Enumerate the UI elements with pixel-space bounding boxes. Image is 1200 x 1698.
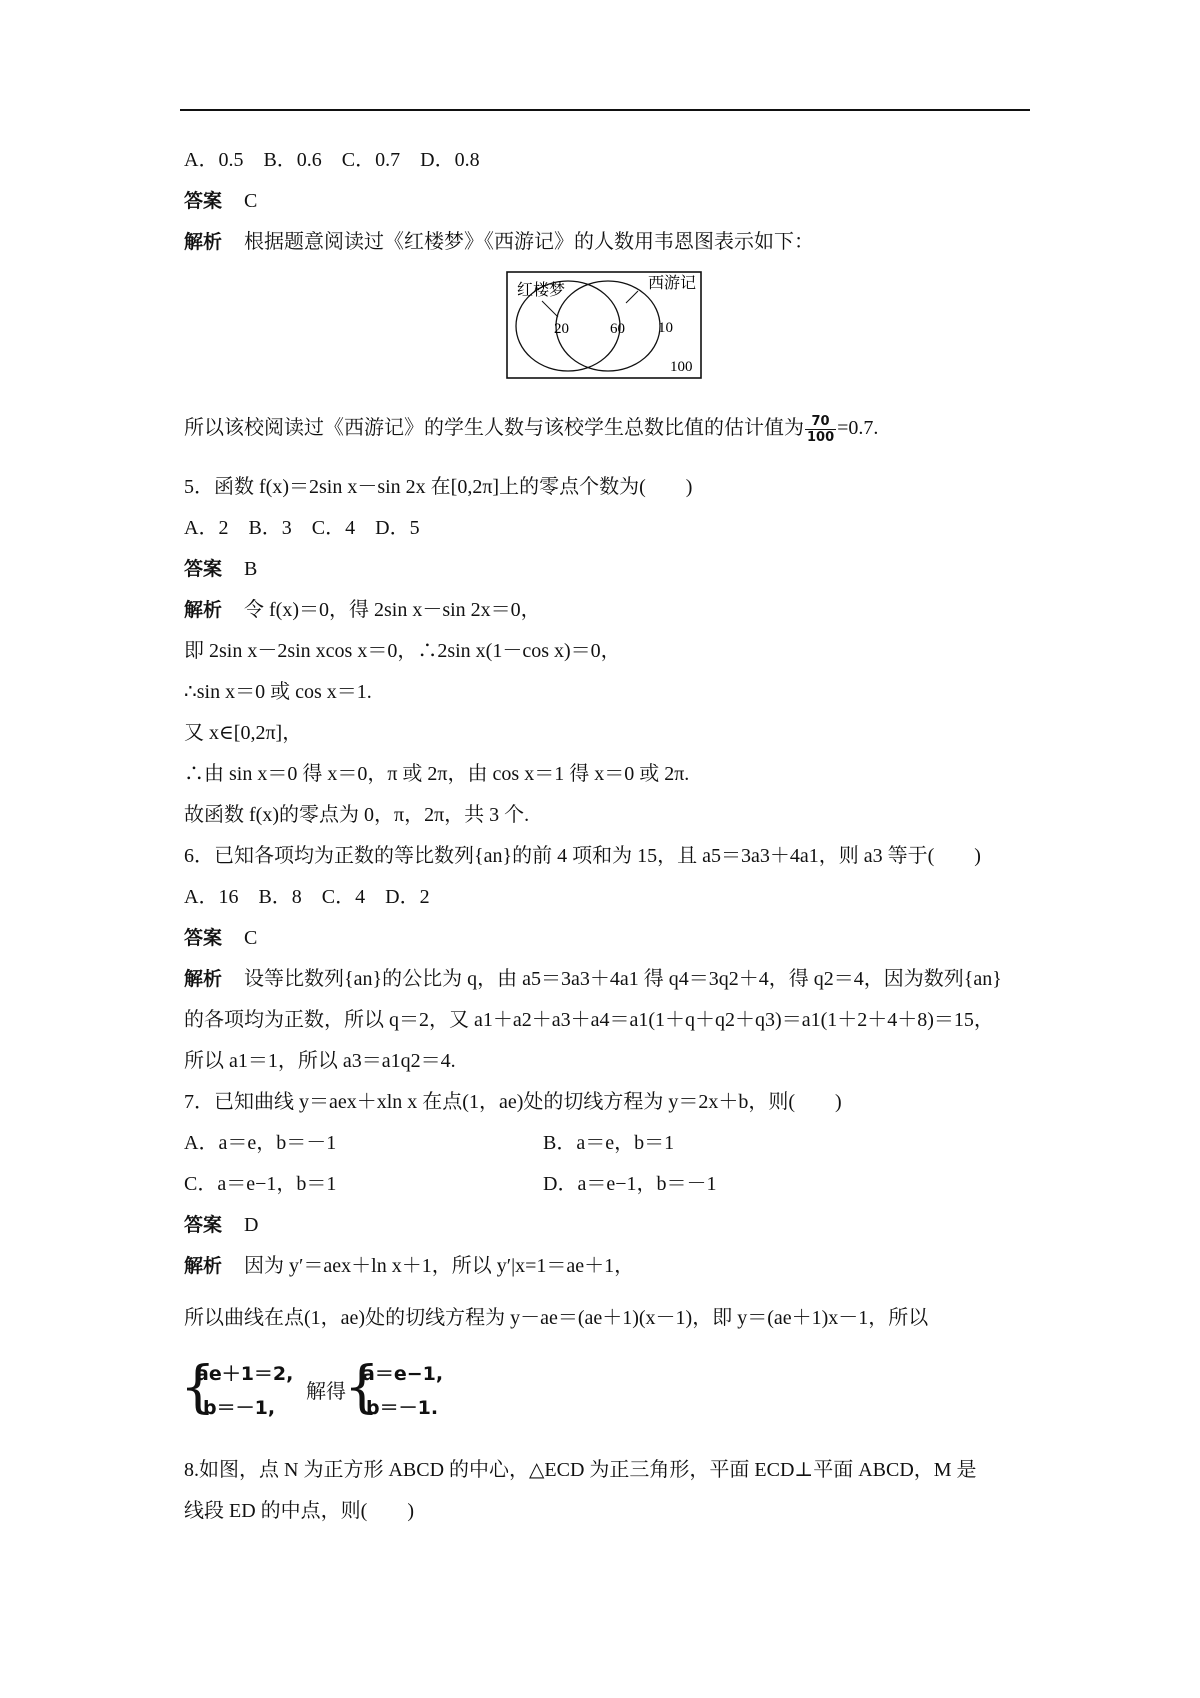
venn-only-right: 10 <box>658 320 673 336</box>
q7-step-2: 所以曲线在点(1，ae)处的切线方程为 y－ae＝(ae＋1)(x－1)，即 y＝(ae＋1)x－1，所以 <box>184 1307 929 1329</box>
solve-word: 解得 <box>306 1381 346 1403</box>
system-brace-left: { <box>180 1355 216 1420</box>
venn-total: 100 <box>670 359 693 375</box>
q7-option-d: D．a＝e−1，b＝－1 <box>543 1173 717 1195</box>
venn-right-pointer <box>626 291 638 303</box>
header-rule <box>180 109 1030 111</box>
q7-option-b: B．a＝e，b＝1 <box>543 1132 675 1154</box>
q4-answer: C <box>244 190 258 212</box>
system2-row1: a＝e−1, <box>362 1363 444 1385</box>
venn-left-pointer <box>542 301 558 317</box>
q5-step-4: 又 x∈[0,2π]， <box>184 722 303 744</box>
venn-diagram <box>506 271 702 379</box>
q6-options: A．16 B．8 C．4 D．2 <box>184 886 430 908</box>
q6-step-2: 的各项均为正数，所以 q＝2，又 a1＋a2＋a3＋a4＝a1(1＋q＋q2＋q3)＝a1(1＋2＋4＋8)＝15， <box>184 1009 994 1031</box>
q6-step-3: 所以 a1＝1，所以 a3＝a1q2＝4. <box>184 1050 456 1072</box>
venn-both: 60 <box>610 321 625 337</box>
q5-step-2: 即 2sin x－2sin xcos x＝0，∴2sin x(1－cos x)＝0， <box>184 640 621 662</box>
fraction: $\frac{70}{100}$ <box>807 414 835 445</box>
q5-step-3: ∴sin x＝0 或 cos x＝1. <box>184 681 372 703</box>
q4-answer-line <box>184 189 257 213</box>
system1-row2: b＝－1, <box>203 1397 276 1419</box>
q5-stem: 5．函数 f(x)＝2sin x－sin 2x 在[0,2π]上的零点个数为( ) <box>184 476 693 498</box>
q7-option-a: A．a＝e，b＝－1 <box>184 1132 337 1154</box>
q5-step-6: 故函数 f(x)的零点为 0，π，2π，共 3 个. <box>184 804 530 826</box>
analysis-label: 解析 <box>184 231 223 253</box>
system-brace-right: { <box>344 1355 380 1420</box>
q4-options: A．0.5 B．0.6 C．0.7 D．0.8 <box>184 149 480 171</box>
q5-analysis-line: 解析 令 f(x)＝0，得 2sin x－sin 2x＝0， <box>184 599 541 621</box>
system2-row2: b＝－1. <box>366 1397 439 1419</box>
system1-row1: ae＋1＝2, <box>196 1363 294 1385</box>
q5-answer-line: 答案 B <box>184 558 258 580</box>
q5-step-5: ∴由 sin x＝0 得 x＝0，π 或 2π，由 cos x＝1 得 x＝0 或 2π. <box>184 763 690 785</box>
q4-analysis-line <box>184 230 814 254</box>
q7-stem: 7．已知曲线 y＝aex＋xln x 在点(1，ae)处的切线方程为 y＝2x＋b，则( ) <box>184 1091 842 1113</box>
q6-analysis-line: 解析 设等比数列{an}的公比为 q，由 a5＝3a3＋4a1 得 q4＝3q2＋4，得 q2＝4，因为数列{an} <box>184 968 1002 990</box>
venn-only-left: 20 <box>554 321 569 337</box>
q4-analysis: 根据题意阅读过《红楼梦》《西游记》的人数用韦恩图表示如下： <box>244 231 815 253</box>
q5-options: A．2 B．3 C．4 D．5 <box>184 517 420 539</box>
q6-answer: C <box>244 927 258 949</box>
answer-label: 答案 <box>184 190 223 212</box>
q7-answer: D <box>244 1214 259 1236</box>
q6-answer-line: 答案 C <box>184 927 258 949</box>
q7-analysis-line: 解析 因为 y′＝aex＋ln x＋1，所以 y′|x=1＝ae＋1， <box>184 1255 635 1277</box>
venn-right-circle <box>556 281 660 371</box>
q7-option-c: C．a＝e−1，b＝1 <box>184 1173 337 1195</box>
q8-stem-line2: 线段 ED 的中点，则( ) <box>184 1500 414 1522</box>
q7-answer-line: 答案 D <box>184 1214 259 1236</box>
venn-right-label: 西游记 <box>648 275 697 292</box>
q4-conclusion: 所以该校阅读过《西游记》的学生人数与该校学生总数比值的估计值为 $\frac{70}{100}$ =0.7. <box>184 414 879 445</box>
q5-answer: B <box>244 558 258 580</box>
q6-stem: 6．已知各项均为正数的等比数列{an}的前 4 项和为 15，且 a5＝3a3＋4a1，则 a3 等于( ) <box>184 845 981 867</box>
q8-stem-line1: 8.如图，点 N 为正方形 ABCD 的中心，△ECD 为正三角形，平面 ECD⊥平面 ABCD，M 是 <box>184 1459 977 1481</box>
venn-left-label: 红楼梦 <box>517 282 566 299</box>
